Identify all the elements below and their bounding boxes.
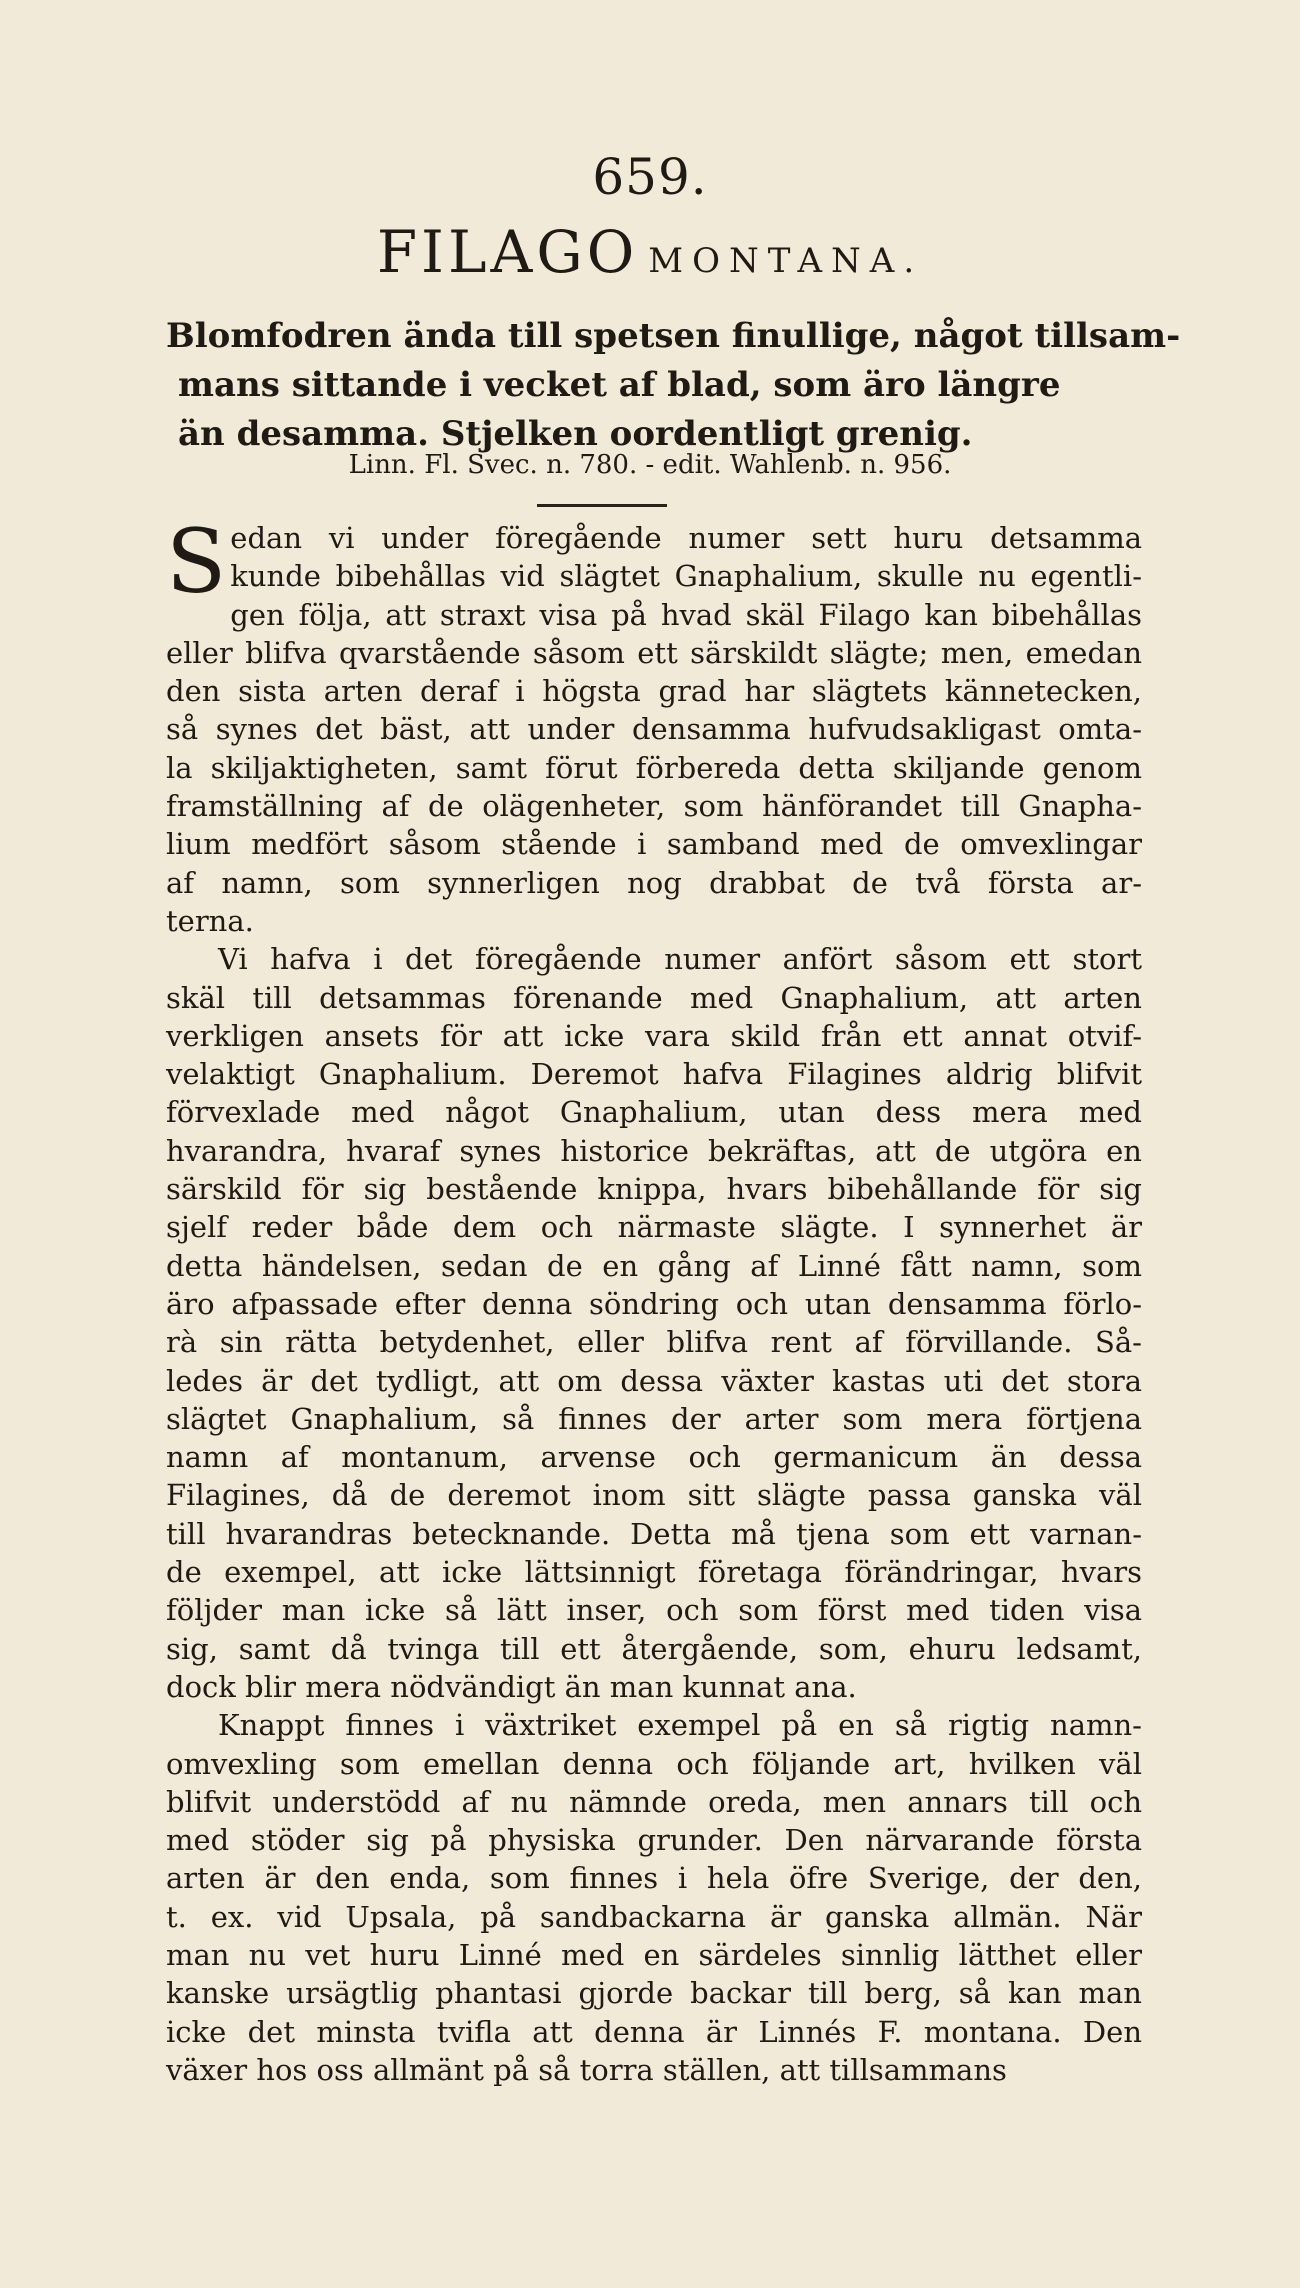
diagnosis-line: än desamma. Stjelken oordentligt grenig. — [178, 414, 973, 454]
body-line: omvexling som emellan denna och följande art, hvilken väl — [166, 1746, 1142, 1781]
body-line: framställning af de olägenheter, som hänförandet till Gnapha- — [166, 789, 1142, 824]
body-line: sjelf reder både dem och närmaste slägte. I synnerhet är — [166, 1210, 1142, 1245]
body-line: terna. — [166, 903, 254, 938]
body-line: följder man icke så lätt inser, och som först med tiden visa — [166, 1593, 1142, 1628]
body-line: ledes är det tydligt, att om dessa växter kastas uti det stora — [166, 1363, 1142, 1398]
body-line: lium medfört såsom stående i samband med de omvexlingar — [166, 827, 1142, 862]
body-line: gen följa, att straxt visa på hvad skäl Filago kan bibehållas — [230, 597, 1142, 632]
body-line: förvexlade med något Gnaphalium, utan dess mera med — [166, 1095, 1142, 1130]
body-line: t. ex. vid Upsala, på sandbackarna är ganska allmän. När — [166, 1899, 1142, 1934]
diagnosis-line: mans sittande i vecket af blad, som äro längre — [178, 365, 1061, 405]
body-line: blifvit understödd af nu nämnde oreda, men annars till och — [166, 1784, 1142, 1819]
body-line: edan vi under föregående numer sett huru detsamma — [230, 521, 1142, 555]
body-text — [166, 510, 1142, 2089]
body-line: la skiljaktigheten, samt förut förbereda detta skiljande genom — [166, 750, 1142, 785]
species-diagnosis — [166, 312, 1181, 459]
body-line: icke det minsta tvifla att denna är Linnés F. montana. Den — [166, 2014, 1142, 2049]
body-line: detta händelsen, sedan de en gång af Linné fått namn, som — [166, 1248, 1142, 1283]
body-line: arten är den enda, som finnes i hela öfre Sverige, der den, — [166, 1861, 1142, 1896]
body-line: velaktigt Gnaphalium. Deremot hafva Filagines aldrig blifvit — [166, 1057, 1142, 1092]
body-line: skäl till detsammas förenande med Gnaphalium, att arten — [166, 980, 1142, 1015]
body-line: Vi hafva i det föregående numer anfört såsom ett stort — [218, 942, 1142, 977]
body-line: med stöder sig på physiska grunder. Den närvarande första — [166, 1823, 1142, 1858]
body-line: Knappt finnes i växtriket exempel på en så rigtig namn- — [218, 1708, 1142, 1743]
body-line: namn af montanum, arvense och germanicum än dessa — [166, 1440, 1142, 1475]
body-line: växer hos oss allmänt på så torra ställen, att tillsammans — [166, 2052, 1007, 2087]
drop-cap: S — [166, 510, 227, 613]
body-line: äro afpassade efter denna söndring och utan densamma förlo- — [166, 1286, 1142, 1321]
body-line: så synes det bäst, att under densamma hufvudsakligast omta- — [166, 712, 1142, 747]
section-divider — [537, 504, 667, 507]
body-line: de exempel, att icke lättsinnigt företaga förändringar, hvars — [166, 1555, 1142, 1590]
body-line: till hvarandras betecknande. Detta må tjena som ett varnan- — [166, 1516, 1142, 1551]
body-line: rà sin rätta betydenhet, eller blifva rent af förvillande. Så- — [166, 1325, 1142, 1360]
body-line: kanske ursägtlig phantasi gjorde backar till berg, så kan man — [166, 1976, 1142, 2011]
body-line: verkligen ansets för att icke vara skild från ett annat otvif- — [166, 1018, 1142, 1053]
diagnosis-line: Blomfodren ända till spetsen finullige, något tillsam- — [166, 316, 1181, 356]
genus-name: FILAGO — [376, 218, 639, 286]
body-line: man nu vet huru Linné med en särdeles sinnlig lätthet eller — [166, 1937, 1142, 1972]
body-line: kunde bibehållas vid slägtet Gnaphalium, skulle nu egentli- — [230, 559, 1142, 594]
body-line: af namn, som synnerligen nog drabbat de två första ar- — [166, 865, 1142, 900]
body-line: hvarandra, hvaraf synes historice bekräftas, att de utgöra en — [166, 1133, 1142, 1168]
body-line: den sista arten deraf i högsta grad har slägtets kännetecken, — [166, 674, 1142, 709]
page-number: 659. — [592, 148, 708, 206]
literature-citation: Linn. Fl. Svec. n. 780. - edit. Wahlenb. n. 956. — [348, 450, 952, 480]
species-heading — [0, 218, 1300, 286]
species-name: MONTANA. — [648, 241, 924, 281]
body-line: Filagines, då de deremot inom sitt slägte passa ganska väl — [166, 1478, 1142, 1513]
body-line: dock blir mera nödvändigt än man kunnat ana. — [166, 1669, 857, 1704]
body-line: särskild för sig bestående knippa, hvars bibehållande för sig — [166, 1172, 1142, 1207]
body-line: slägtet Gnaphalium, så finnes der arter som mera förtjena — [166, 1401, 1142, 1436]
body-line: sig, samt då tvinga till ett återgående, som, ehuru ledsamt, — [166, 1631, 1142, 1666]
body-line: eller blifva qvarstående såsom ett särskildt slägte; men, emedan — [166, 635, 1142, 670]
